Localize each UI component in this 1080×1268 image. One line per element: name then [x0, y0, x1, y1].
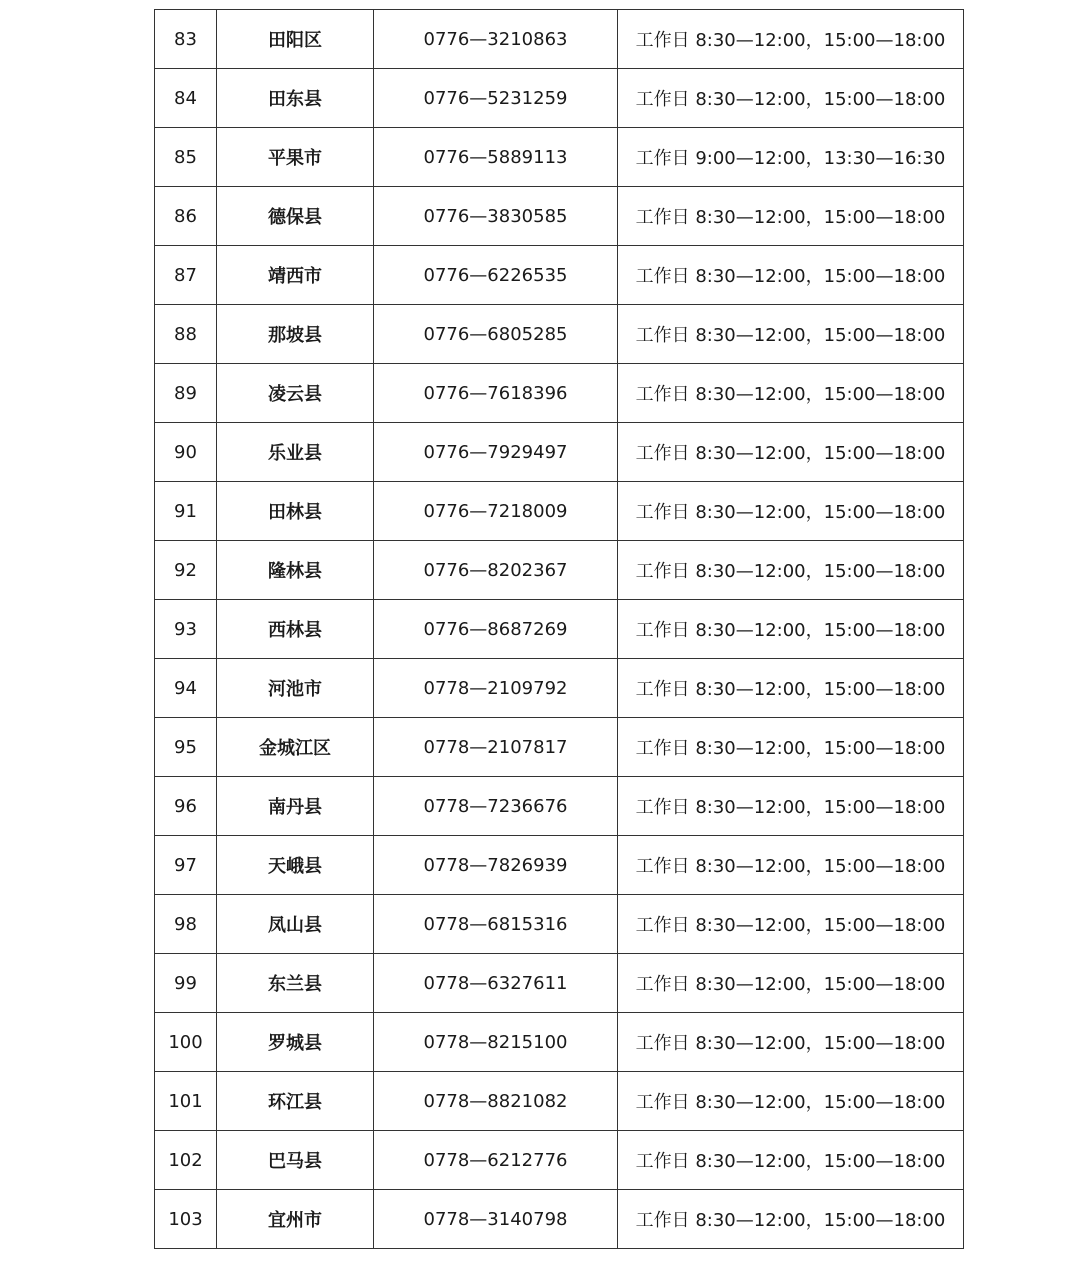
row-number: 96 [155, 777, 217, 836]
row-number: 93 [155, 600, 217, 659]
phone-number: 0776—7929497 [374, 423, 618, 482]
office-hours: 工作日 8:30—12:00，15:00—18:00 [618, 364, 964, 423]
district-name: 环江县 [217, 1072, 374, 1131]
office-hours: 工作日 8:30—12:00，15:00—18:00 [618, 1013, 964, 1072]
district-name: 靖西市 [217, 246, 374, 305]
phone-number: 0776—8202367 [374, 541, 618, 600]
phone-number: 0776—8687269 [374, 600, 618, 659]
table-body [155, 10, 964, 1249]
office-hours: 工作日 8:30—12:00，15:00—18:00 [618, 1072, 964, 1131]
table-row [155, 364, 964, 423]
phone-number: 0778—8215100 [374, 1013, 618, 1072]
office-hours: 工作日 8:30—12:00，15:00—18:00 [618, 246, 964, 305]
district-name: 金城江区 [217, 718, 374, 777]
district-name: 巴马县 [217, 1131, 374, 1190]
phone-number: 0778—3140798 [374, 1190, 618, 1249]
office-hours: 工作日 8:30—12:00，15:00—18:00 [618, 305, 964, 364]
district-name: 天峨县 [217, 836, 374, 895]
district-name: 平果市 [217, 128, 374, 187]
phone-number: 0778—6212776 [374, 1131, 618, 1190]
phone-number: 0776—5889113 [374, 128, 618, 187]
phone-number: 0776—5231259 [374, 69, 618, 128]
table-row [155, 10, 964, 69]
phone-number: 0776—6226535 [374, 246, 618, 305]
row-number: 98 [155, 895, 217, 954]
row-number: 85 [155, 128, 217, 187]
table-row [155, 541, 964, 600]
office-hours: 工作日 8:30—12:00，15:00—18:00 [618, 777, 964, 836]
row-number: 102 [155, 1131, 217, 1190]
phone-number: 0778—6815316 [374, 895, 618, 954]
row-number: 100 [155, 1013, 217, 1072]
phone-number: 0778—2107817 [374, 718, 618, 777]
office-hours: 工作日 8:30—12:00，15:00—18:00 [618, 836, 964, 895]
office-hours: 工作日 8:30—12:00，15:00—18:00 [618, 10, 964, 69]
row-number: 101 [155, 1072, 217, 1131]
phone-number: 0778—7236676 [374, 777, 618, 836]
table-row [155, 718, 964, 777]
row-number: 89 [155, 364, 217, 423]
row-number: 83 [155, 10, 217, 69]
office-hours: 工作日 8:30—12:00，15:00—18:00 [618, 1190, 964, 1249]
table-row [155, 895, 964, 954]
row-number: 97 [155, 836, 217, 895]
table-row [155, 777, 964, 836]
row-number: 90 [155, 423, 217, 482]
district-name: 东兰县 [217, 954, 374, 1013]
district-name: 南丹县 [217, 777, 374, 836]
row-number: 91 [155, 482, 217, 541]
contact-table [154, 9, 964, 1249]
phone-number: 0778—2109792 [374, 659, 618, 718]
district-name: 德保县 [217, 187, 374, 246]
table-row [155, 246, 964, 305]
table-row [155, 836, 964, 895]
row-number: 95 [155, 718, 217, 777]
table-row [155, 482, 964, 541]
office-hours: 工作日 8:30—12:00，15:00—18:00 [618, 895, 964, 954]
phone-number: 0776—6805285 [374, 305, 618, 364]
phone-number: 0778—6327611 [374, 954, 618, 1013]
table-row [155, 187, 964, 246]
district-name: 罗城县 [217, 1013, 374, 1072]
office-hours: 工作日 8:30—12:00，15:00—18:00 [618, 600, 964, 659]
table-row [155, 600, 964, 659]
office-hours: 工作日 8:30—12:00，15:00—18:00 [618, 718, 964, 777]
table-row [155, 954, 964, 1013]
table-row [155, 423, 964, 482]
row-number: 88 [155, 305, 217, 364]
table-row [155, 1072, 964, 1131]
office-hours: 工作日 8:30—12:00，15:00—18:00 [618, 423, 964, 482]
phone-number: 0776—3210863 [374, 10, 618, 69]
office-hours: 工作日 8:30—12:00，15:00—18:00 [618, 954, 964, 1013]
row-number: 94 [155, 659, 217, 718]
district-name: 田林县 [217, 482, 374, 541]
phone-number: 0778—8821082 [374, 1072, 618, 1131]
district-name: 田阳区 [217, 10, 374, 69]
district-name: 乐业县 [217, 423, 374, 482]
district-name: 宜州市 [217, 1190, 374, 1249]
row-number: 92 [155, 541, 217, 600]
district-name: 凌云县 [217, 364, 374, 423]
district-name: 西林县 [217, 600, 374, 659]
row-number: 84 [155, 69, 217, 128]
phone-number: 0776—7218009 [374, 482, 618, 541]
phone-number: 0778—7826939 [374, 836, 618, 895]
row-number: 103 [155, 1190, 217, 1249]
table-row [155, 1131, 964, 1190]
row-number: 86 [155, 187, 217, 246]
office-hours: 工作日 8:30—12:00，15:00—18:00 [618, 482, 964, 541]
district-name: 那坡县 [217, 305, 374, 364]
phone-number: 0776—3830585 [374, 187, 618, 246]
office-hours: 工作日 8:30—12:00，15:00—18:00 [618, 659, 964, 718]
office-hours: 工作日 8:30—12:00，15:00—18:00 [618, 187, 964, 246]
office-hours: 工作日 8:30—12:00，15:00—18:00 [618, 69, 964, 128]
office-hours: 工作日 9:00—12:00，13:30—16:30 [618, 128, 964, 187]
district-name: 凤山县 [217, 895, 374, 954]
table-row [155, 1190, 964, 1249]
table-row [155, 69, 964, 128]
table-row [155, 305, 964, 364]
district-name: 隆林县 [217, 541, 374, 600]
row-number: 99 [155, 954, 217, 1013]
district-name: 河池市 [217, 659, 374, 718]
table-row [155, 659, 964, 718]
row-number: 87 [155, 246, 217, 305]
office-hours: 工作日 8:30—12:00，15:00—18:00 [618, 541, 964, 600]
district-name: 田东县 [217, 69, 374, 128]
table-row [155, 1013, 964, 1072]
office-hours: 工作日 8:30—12:00，15:00—18:00 [618, 1131, 964, 1190]
table-row [155, 128, 964, 187]
phone-number: 0776—7618396 [374, 364, 618, 423]
